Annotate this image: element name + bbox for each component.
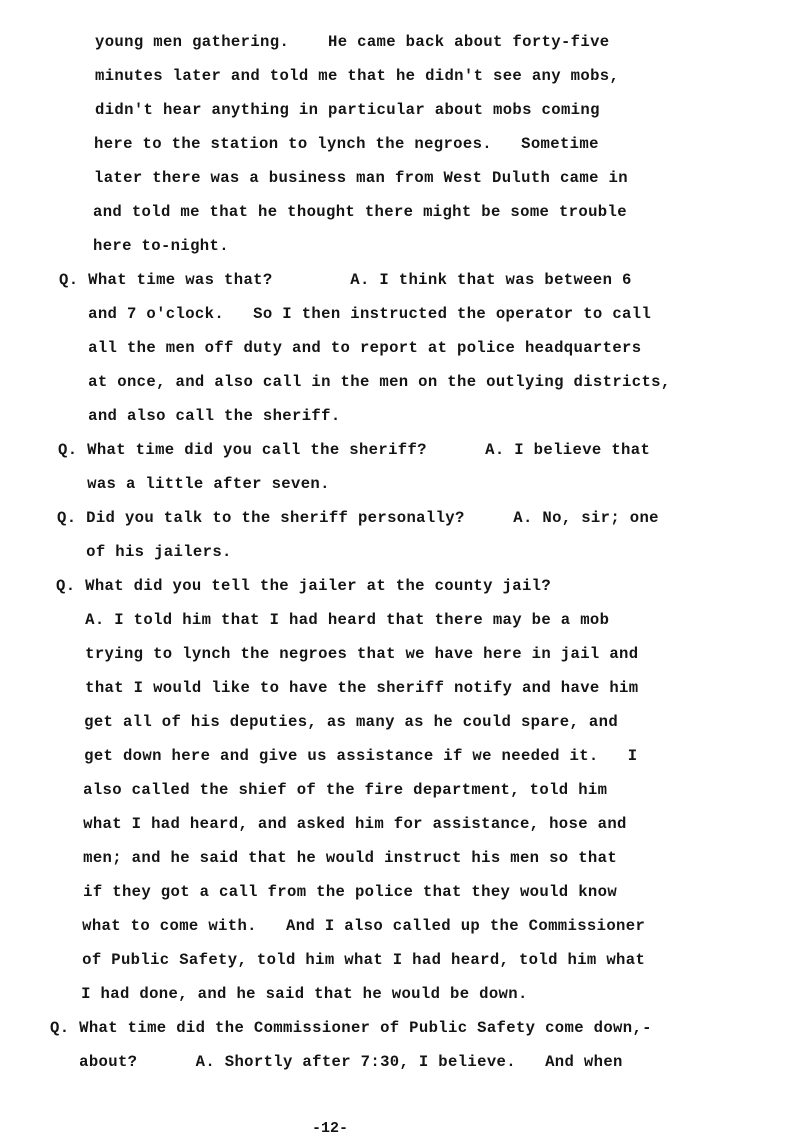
text-line: didn't hear anything in particular about mobs coming — [95, 101, 600, 119]
text-line: trying to lynch the negroes that we have here in jail and — [56, 645, 639, 663]
question-line: Q. What time did the Commissioner of Public Safety come down,- — [50, 1019, 652, 1037]
text-line: of his jailers. — [57, 543, 232, 561]
text-line: get down here and give us assistance if we needed it. I — [55, 747, 638, 765]
text-line: get all of his deputies, as many as he could spare, and — [55, 713, 619, 731]
text-line: all the men off duty and to report at police headquarters — [59, 339, 642, 357]
page-number: -12- — [312, 1120, 349, 1137]
text-line: later there was a business man from West Duluth came in — [94, 169, 628, 187]
question-line: Q. What did you tell the jailer at the county jail? — [56, 577, 552, 595]
text-line: what to come with. And I also called up the Commissioner — [53, 917, 646, 935]
question-line: Q. What time did you call the sheriff? A. I believe that — [58, 441, 651, 459]
text-line: and also call the sheriff. — [59, 407, 341, 425]
text-line: of Public Safety, told him what I had heard, told him what — [53, 951, 646, 969]
text-line: about? A. Shortly after 7:30, I believe. And when — [50, 1053, 623, 1071]
text-line: was a little after seven. — [58, 475, 330, 493]
text-line: at once, and also call in the men on the outlying districts, — [59, 373, 671, 391]
text-line: here to the station to lynch the negroes. Sometime — [94, 135, 599, 153]
text-line: men; and he said that he would instruct his men so that — [54, 849, 618, 867]
text-line: minutes later and told me that he didn't see any mobs, — [95, 67, 620, 85]
text-line: that I would like to have the sheriff notify and have him — [56, 679, 639, 697]
text-line: young men gathering. He came back about forty-five — [95, 33, 610, 51]
text-line: here to-night. — [93, 237, 229, 255]
question-line: Q. Did you talk to the sheriff personally? A. No, sir; one — [57, 509, 659, 527]
text-line: also called the shief of the fire department, told him — [54, 781, 608, 799]
question-line: Q. What time was that? A. I think that was between 6 — [59, 271, 632, 289]
text-line: and told me that he thought there might be some trouble — [93, 203, 627, 221]
text-line: and 7 o'clock. So I then instructed the operator to call — [59, 305, 652, 323]
answer-line: A. I told him that I had heard that there may be a mob — [56, 611, 610, 629]
text-line: what I had heard, and asked him for assistance, hose and — [54, 815, 627, 833]
text-line: if they got a call from the police that they would know — [54, 883, 618, 901]
text-line: I had done, and he said that he would be down. — [52, 985, 528, 1003]
